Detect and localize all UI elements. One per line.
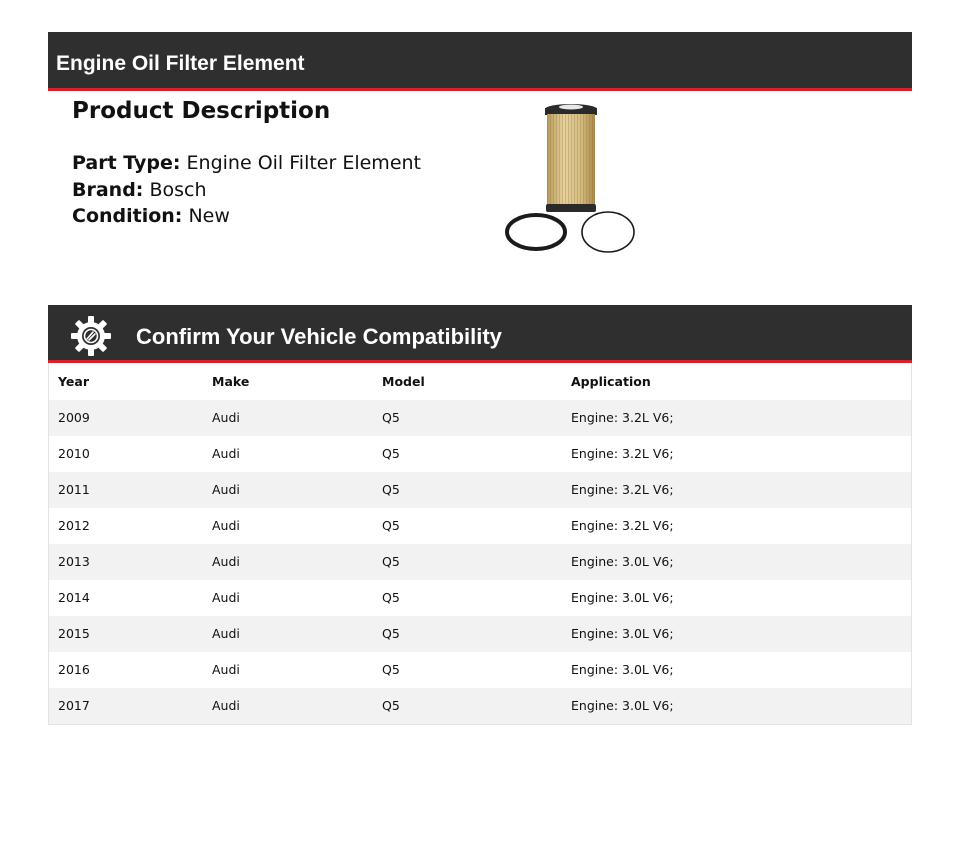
cell-model: Q5 bbox=[382, 518, 400, 533]
cell-make: Audi bbox=[212, 410, 240, 425]
product-title-banner bbox=[48, 32, 912, 91]
cell-model: Q5 bbox=[382, 482, 400, 497]
oil-filter-image bbox=[498, 98, 644, 260]
table-row bbox=[49, 400, 911, 436]
gear-icon bbox=[70, 315, 112, 357]
cell-make: Audi bbox=[212, 446, 240, 461]
cell-make: Audi bbox=[212, 518, 240, 533]
table-row bbox=[49, 544, 911, 580]
cell-year: 2011 bbox=[58, 482, 90, 497]
spec-label: Brand: bbox=[72, 178, 144, 201]
cell-make: Audi bbox=[212, 698, 240, 713]
spec-value: New bbox=[188, 205, 230, 227]
table-row bbox=[49, 508, 911, 544]
cell-model: Q5 bbox=[382, 446, 400, 461]
table-row bbox=[49, 652, 911, 688]
cell-model: Q5 bbox=[382, 662, 400, 677]
cell-model: Q5 bbox=[382, 626, 400, 641]
product-description-heading: Product Description bbox=[72, 98, 331, 124]
spec-label: Part Type: bbox=[72, 152, 181, 174]
table-row bbox=[49, 580, 911, 616]
spec-condition bbox=[72, 203, 492, 230]
cell-year: 2017 bbox=[58, 698, 90, 713]
cell-model: Q5 bbox=[382, 554, 400, 569]
cell-year: 2013 bbox=[58, 554, 90, 569]
cell-year: 2009 bbox=[58, 410, 90, 425]
spec-list bbox=[72, 150, 492, 230]
cell-make: Audi bbox=[212, 590, 240, 605]
table-row bbox=[49, 616, 911, 652]
cell-year: 2010 bbox=[58, 446, 90, 461]
table-row bbox=[49, 472, 911, 508]
cell-application: Engine: 3.0L V6; bbox=[571, 590, 674, 605]
compatibility-banner bbox=[48, 305, 912, 363]
spec-value: Engine Oil Filter Element bbox=[186, 152, 421, 174]
column-header-year: Year bbox=[58, 374, 89, 389]
cell-application: Engine: 3.0L V6; bbox=[571, 554, 674, 569]
column-header-model: Model bbox=[382, 374, 425, 389]
cell-application: Engine: 3.2L V6; bbox=[571, 410, 674, 425]
table-row bbox=[49, 436, 911, 472]
product-title: Engine Oil Filter Element bbox=[56, 52, 305, 75]
spec-part-type bbox=[72, 150, 492, 177]
spec-label: Condition: bbox=[72, 205, 183, 227]
compatibility-table bbox=[48, 363, 912, 725]
column-header-make: Make bbox=[212, 374, 250, 389]
table-header bbox=[49, 363, 911, 400]
cell-make: Audi bbox=[212, 482, 240, 497]
cell-application: Engine: 3.2L V6; bbox=[571, 446, 674, 461]
cell-year: 2014 bbox=[58, 590, 90, 605]
cell-make: Audi bbox=[212, 626, 240, 641]
compatibility-title: Confirm Your Vehicle Compatibility bbox=[136, 324, 502, 349]
cell-application: Engine: 3.0L V6; bbox=[571, 698, 674, 713]
cell-application: Engine: 3.2L V6; bbox=[571, 518, 674, 533]
cell-year: 2016 bbox=[58, 662, 90, 677]
cell-application: Engine: 3.0L V6; bbox=[571, 626, 674, 641]
cell-make: Audi bbox=[212, 662, 240, 677]
spec-brand bbox=[72, 177, 492, 204]
cell-application: Engine: 3.2L V6; bbox=[571, 482, 674, 497]
cell-year: 2015 bbox=[58, 626, 90, 641]
cell-model: Q5 bbox=[382, 410, 400, 425]
table-row bbox=[49, 688, 911, 724]
column-header-application: Application bbox=[571, 374, 651, 389]
cell-year: 2012 bbox=[58, 518, 90, 533]
cell-model: Q5 bbox=[382, 590, 400, 605]
product-description bbox=[72, 96, 492, 230]
cell-make: Audi bbox=[212, 554, 240, 569]
cell-application: Engine: 3.0L V6; bbox=[571, 662, 674, 677]
cell-model: Q5 bbox=[382, 698, 400, 713]
spec-value: Bosch bbox=[149, 178, 207, 201]
